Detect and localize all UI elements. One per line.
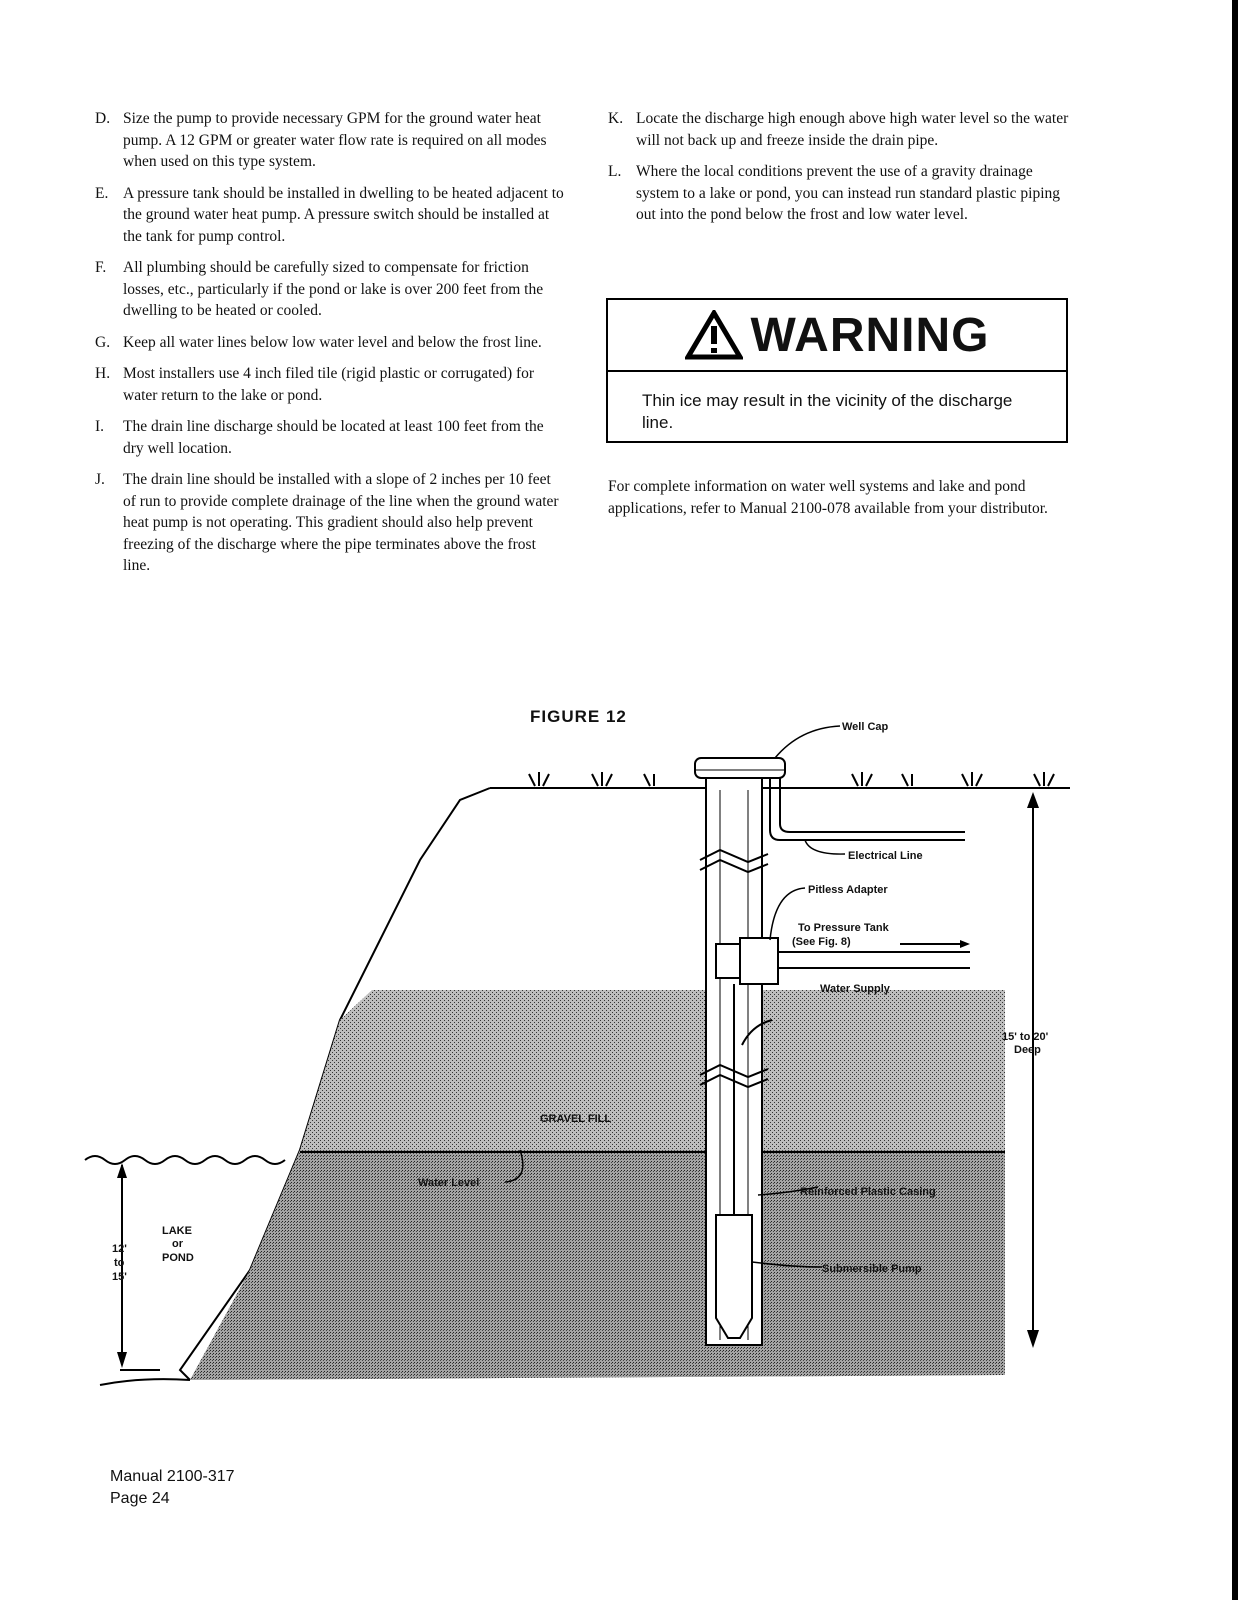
item-text: A pressure tank should be installed in dwelling to be heated adjacent to the ground water heat pump. A pressure switch should be installed at the tank for pump control.: [123, 184, 564, 245]
label-submersible-pump: Submersible Pump: [822, 1263, 922, 1275]
list-item: [95, 257, 565, 322]
lake-bottom: [100, 1379, 190, 1385]
label-lake-depth-to: to: [114, 1257, 125, 1269]
warning-title: WARNING: [750, 308, 990, 362]
label-depth-word: Deep: [1014, 1044, 1041, 1056]
label-well-cap: Well Cap: [842, 721, 889, 733]
label-see-fig: (See Fig. 8): [792, 936, 851, 948]
label-lake: LAKE: [162, 1225, 192, 1237]
water-level-line: [85, 1156, 285, 1164]
list-item: [608, 108, 1078, 151]
label-water-level: Water Level: [418, 1177, 480, 1189]
manual-number: Manual 2100-317: [110, 1468, 235, 1485]
label-gravel-fill: GRAVEL FILL: [540, 1113, 612, 1125]
list-item: [95, 363, 565, 406]
item-letter: E.: [95, 184, 109, 202]
list-item: [95, 332, 565, 354]
item-text: The drain line should be installed with a slope of 2 inches per 10 feet of run to provide complete drainage of the line when the ground water heat pump is not operating. This gradient should also help prevent freezing of the discharge where the pipe terminates above the frost line.: [123, 471, 559, 574]
well-diagram: [0, 690, 1242, 1410]
figure-title: FIGURE 12: [530, 707, 627, 726]
item-letter: I.: [95, 418, 105, 435]
label-lake-depth-bottom: 15': [112, 1271, 127, 1283]
item-text: The drain line discharge should be located at least 100 feet from the dry well location.: [123, 418, 544, 457]
label-pitless-adapter: Pitless Adapter: [808, 884, 888, 896]
well-cap: [695, 758, 785, 778]
label-depth: 15' to 20': [1002, 1031, 1049, 1043]
warning-triangle-icon: [685, 310, 743, 360]
label-water-supply: Water Supply: [820, 983, 890, 995]
item-text: Size the pump to provide necessary GPM for the ground water heat pump. A 12 GPM or greater water flow rate is required on all modes when used on this type system.: [123, 110, 547, 170]
list-item: [95, 416, 565, 459]
warning-header: [608, 300, 1066, 372]
item-letter: J.: [95, 471, 105, 488]
submersible-pump: [716, 1215, 752, 1338]
warning-text: Thin ice may result in the vicinity of the discharge line.: [642, 391, 1013, 432]
pitless-adapter: [740, 938, 778, 984]
item-text: All plumbing should be carefully sized to compensate for friction losses, etc., particularly if the pond or lake is over 200 feet from the dwelling to be heated or cooled.: [123, 259, 544, 319]
item-letter: D.: [95, 110, 111, 127]
item-letter: K.: [608, 110, 624, 127]
label-pond: POND: [162, 1252, 194, 1264]
right-column: [608, 108, 1078, 236]
item-text: Locate the discharge high enough above high water level so the water will not back up and freeze inside the drain pipe.: [636, 110, 1069, 149]
label-electrical-line: Electrical Line: [848, 850, 923, 862]
item-text: Keep all water lines below low water level and below the frost line.: [123, 333, 542, 351]
item-text: Most installers use 4 inch filed tile (rigid plastic or corrugated) for water return to the lake or pond.: [123, 365, 535, 404]
item-letter: G.: [95, 333, 111, 351]
warning-box: [606, 298, 1068, 443]
list-item: [608, 161, 1078, 226]
label-reinforced-casing: Reinforced Plastic Casing: [800, 1186, 936, 1198]
item-letter: H.: [95, 365, 111, 382]
page-number: Page 24: [110, 1490, 170, 1507]
page-footer: [110, 1466, 235, 1510]
item-letter: F.: [95, 259, 107, 276]
reference-note: For complete information on water well systems and lake and pond applications, refer to Manual 2100-078 available from your distributor.: [608, 478, 1048, 517]
list-item: [95, 183, 565, 248]
item-text: Where the local conditions prevent the use of a gravity drainage system to a lake or pond, you can instead run standard plastic piping out into the pond below the frost and low water level.: [636, 163, 1061, 223]
left-column: [95, 108, 565, 587]
label-to-pressure-tank: To Pressure Tank: [798, 922, 889, 934]
list-item: [95, 469, 565, 577]
list-item: [95, 108, 565, 173]
item-letter: L.: [608, 163, 622, 180]
label-lake-depth-top: 12': [112, 1243, 127, 1255]
label-lake-or: or: [172, 1238, 183, 1250]
grass-tufts: [529, 772, 1054, 786]
